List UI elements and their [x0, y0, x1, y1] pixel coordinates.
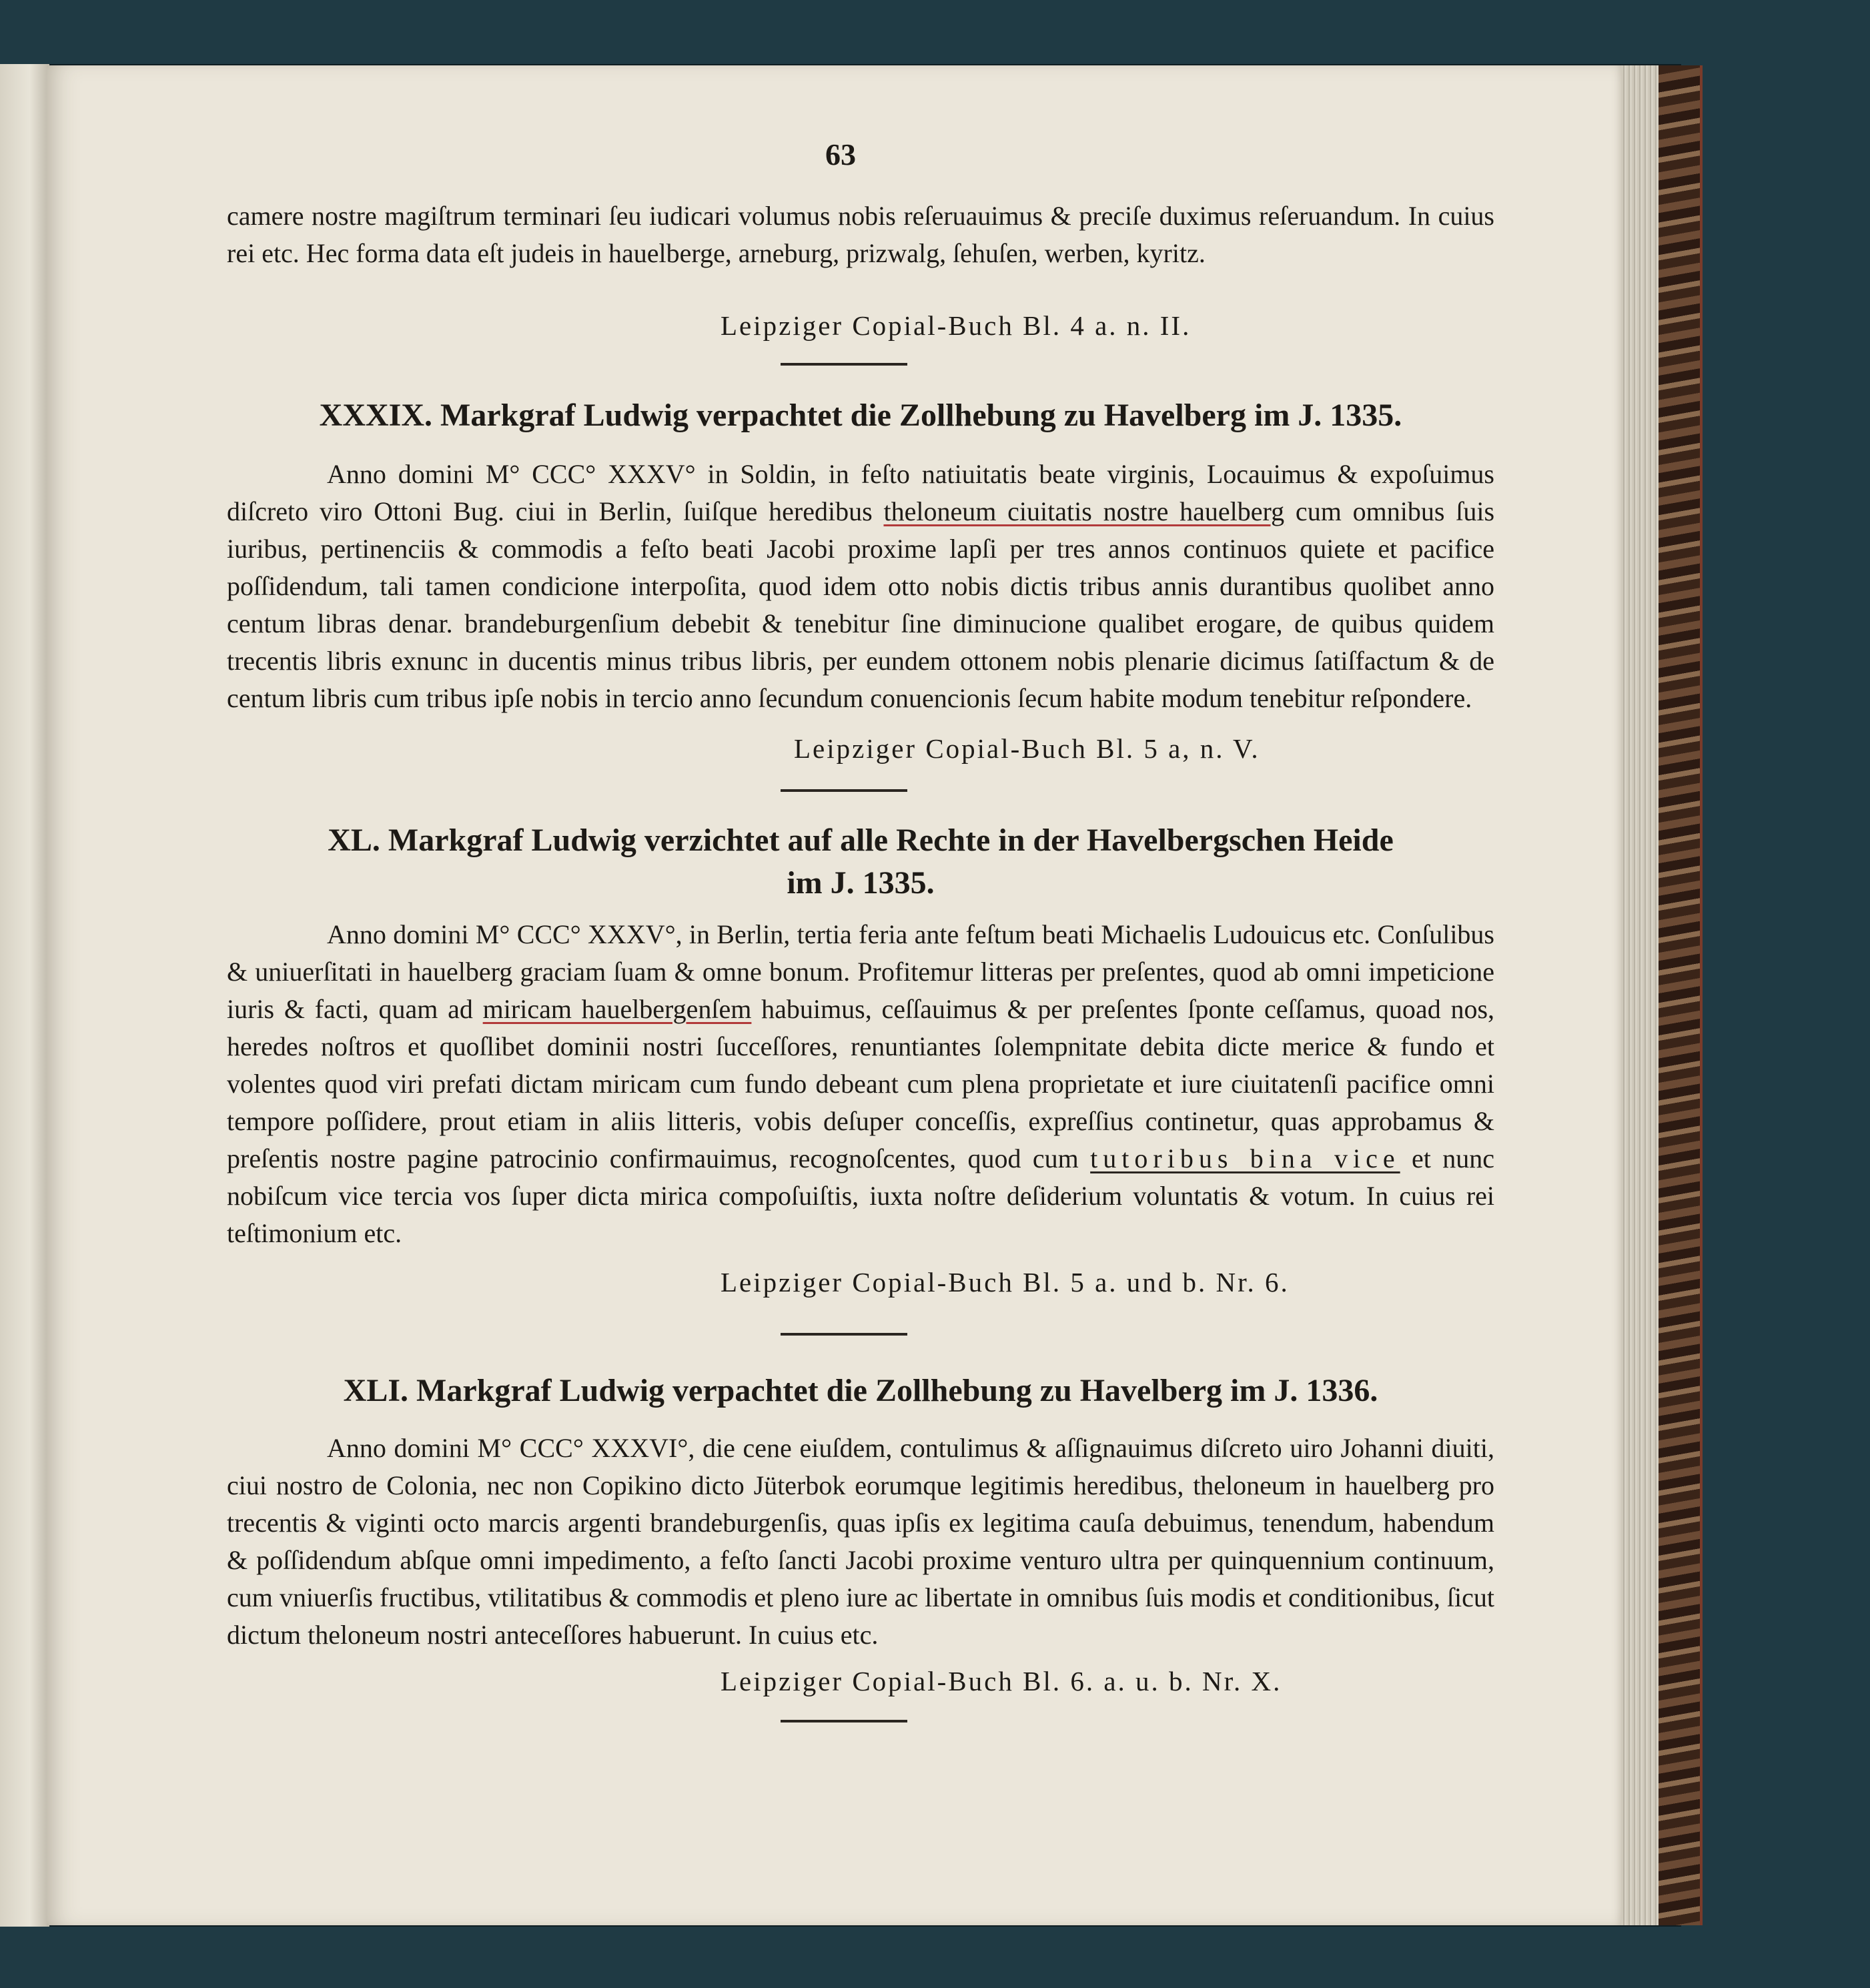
pencil-underlined-text: theloneum ciuitatis nostre hauelberg — [883, 496, 1285, 526]
section-number: XXXIX. — [319, 398, 433, 433]
book-page — [47, 65, 1621, 1925]
section-source: Leipziger Copial-Buch Bl. 5 a. und b. Nr. 6. — [721, 1267, 1290, 1298]
section-title: Markgraf Ludwig verpachtet die Zollhebung zu Havelberg im J. 1335. — [440, 398, 1402, 433]
page-number: 63 — [825, 137, 856, 171]
book-spine — [1659, 65, 1703, 1925]
divider-rule — [781, 789, 907, 792]
section-heading — [227, 819, 1494, 905]
page-edges — [1621, 65, 1663, 1925]
intro-source: Leipziger Copial-Buch Bl. 4 a. n. II. — [721, 310, 1192, 341]
section-heading — [227, 394, 1494, 437]
section-title: Markgraf Ludwig verzichtet auf alle Rechte in der Havelbergschen Heide — [388, 823, 1394, 858]
body-text: et nunc nobiſcum vice tercia vos ſuper dicta mirica compoſuiſtis, iuxta noſtre deſiderium voluntatis & votum. In cuius rei teſtimonium etc. — [227, 1143, 1495, 1248]
section-body — [227, 916, 1494, 1252]
section-body — [227, 1430, 1494, 1654]
spaced-underlined-text: tutoribus bina vice — [1090, 1143, 1400, 1173]
section-source: Leipziger Copial-Buch Bl. 6. a. u. b. Nr. X. — [721, 1666, 1282, 1696]
body-text: habuimus, ceſſauimus & per preſentes ſponte ceſſamus, quoad nos, heredes noſtros et quoſlibet dominii nostri ſucceſſores, renuntiantes ſolempnitate debita dicte merice & fundo et volentes quod viri prefati dictam miricam cum fundo debeant cum plena proprietate et iure ciuitatenſi pacifice omni tempore poſſidere, prout etiam in aliis litteris, vobis deſuper conceſſis, expreſſius continetur, quas approbamus & preſentis nostre pagine patrocinio confirmauimus, recognoſcentes, quod cum — [227, 994, 1495, 1173]
body-text: cum omnibus ſuis iuribus, pertinenciis & commodis a feſto beati Jacobi proxime lapſi per tres annos continuos quiete et pacifice poſſidendum, tali tamen condicione interpoſita, quod idem otto nobis dictis tribus annis durantibus quolibet anno centum libras denar. brandeburgenſium debebit & tenebitur ſine diminucione qualibet erogare, de quibus quidem trecentis libris exnunc in ducentis minus tribus libris, per eundem ottonem nobis plenarie dicimus ſatiſfactum & de centum libris cum tribus ipſe nobis in tercio anno ſecundum conuencionis ſecum habite modum tenebitur reſpondere. — [227, 496, 1495, 713]
section-number: XL. — [328, 823, 380, 858]
left-page-edge — [0, 64, 49, 1927]
section-title: Markgraf Ludwig verpachtet die Zollhebung zu Havelberg im J. 1336. — [416, 1373, 1378, 1408]
body-text: Anno domini M° CCC° XXXV° in Soldin, in feſto natiuitatis beate virginis, Locauimus & expoſuimus diſcreto viro Ottoni Bug. ciui in Berlin, ſuiſque heredibus — [227, 459, 1494, 526]
body-text: Anno domini M° CCC° XXXV°, in Berlin, tertia feria ante feſtum beati Michaelis Ludouicus etc. Conſulibus & uniuerſitati in hauelberg graciam ſuam & omne bonum. Profitemur litteras per preſentes, quod ab omni impeticione iuris & facti, quam ad — [227, 919, 1494, 1024]
section-body — [227, 456, 1494, 717]
divider-rule — [781, 1720, 907, 1722]
section-source: Leipziger Copial-Buch Bl. 5 a, n. V. — [794, 733, 1260, 764]
body-text: Anno domini M° CCC° XXXVI°, die cene eiuſdem, contulimus & aſſignauimus diſcreto uiro Johanni diuiti, ciui nostro de Colonia, nec non Copikino dicto Jüterbok eorumque legitimis heredibus, theloneum in hauelberg pro trecentis & viginti octo marcis argenti brandeburgenſis, quas ipſis ex legitima cauſa debuimus, tenendum, habendum & poſſidendum abſque omni impedimento, a feſto ſancti Jacobi proxime venturo ultra per quinquennium continuum, cum vniuerſis fructibus, vtilitatibus & commodis et pleno iure ac libertate in omnibus ſuis modis et conditionibus, ſicut dictum theloneum nostri anteceſſores habuerunt. In cuius etc. — [227, 1433, 1494, 1650]
intro-text: camere nostre magiſtrum terminari ſeu iudicari volumus nobis reſeruauimus & preciſe duximus reſeruandum. In cuius rei etc. Hec forma data eſt judeis in hauelberge, arneburg, prizwalg, ſehuſen, werben, kyritz. — [227, 201, 1494, 268]
divider-rule — [781, 1333, 907, 1336]
divider-rule — [781, 363, 907, 366]
section-heading — [227, 1370, 1494, 1412]
section-number: XLI. — [343, 1373, 409, 1408]
intro-paragraph — [227, 197, 1494, 272]
pencil-underlined-text: miricam hauelbergenſem — [482, 994, 752, 1024]
section-title-line2: im J. 1335. — [787, 865, 935, 901]
